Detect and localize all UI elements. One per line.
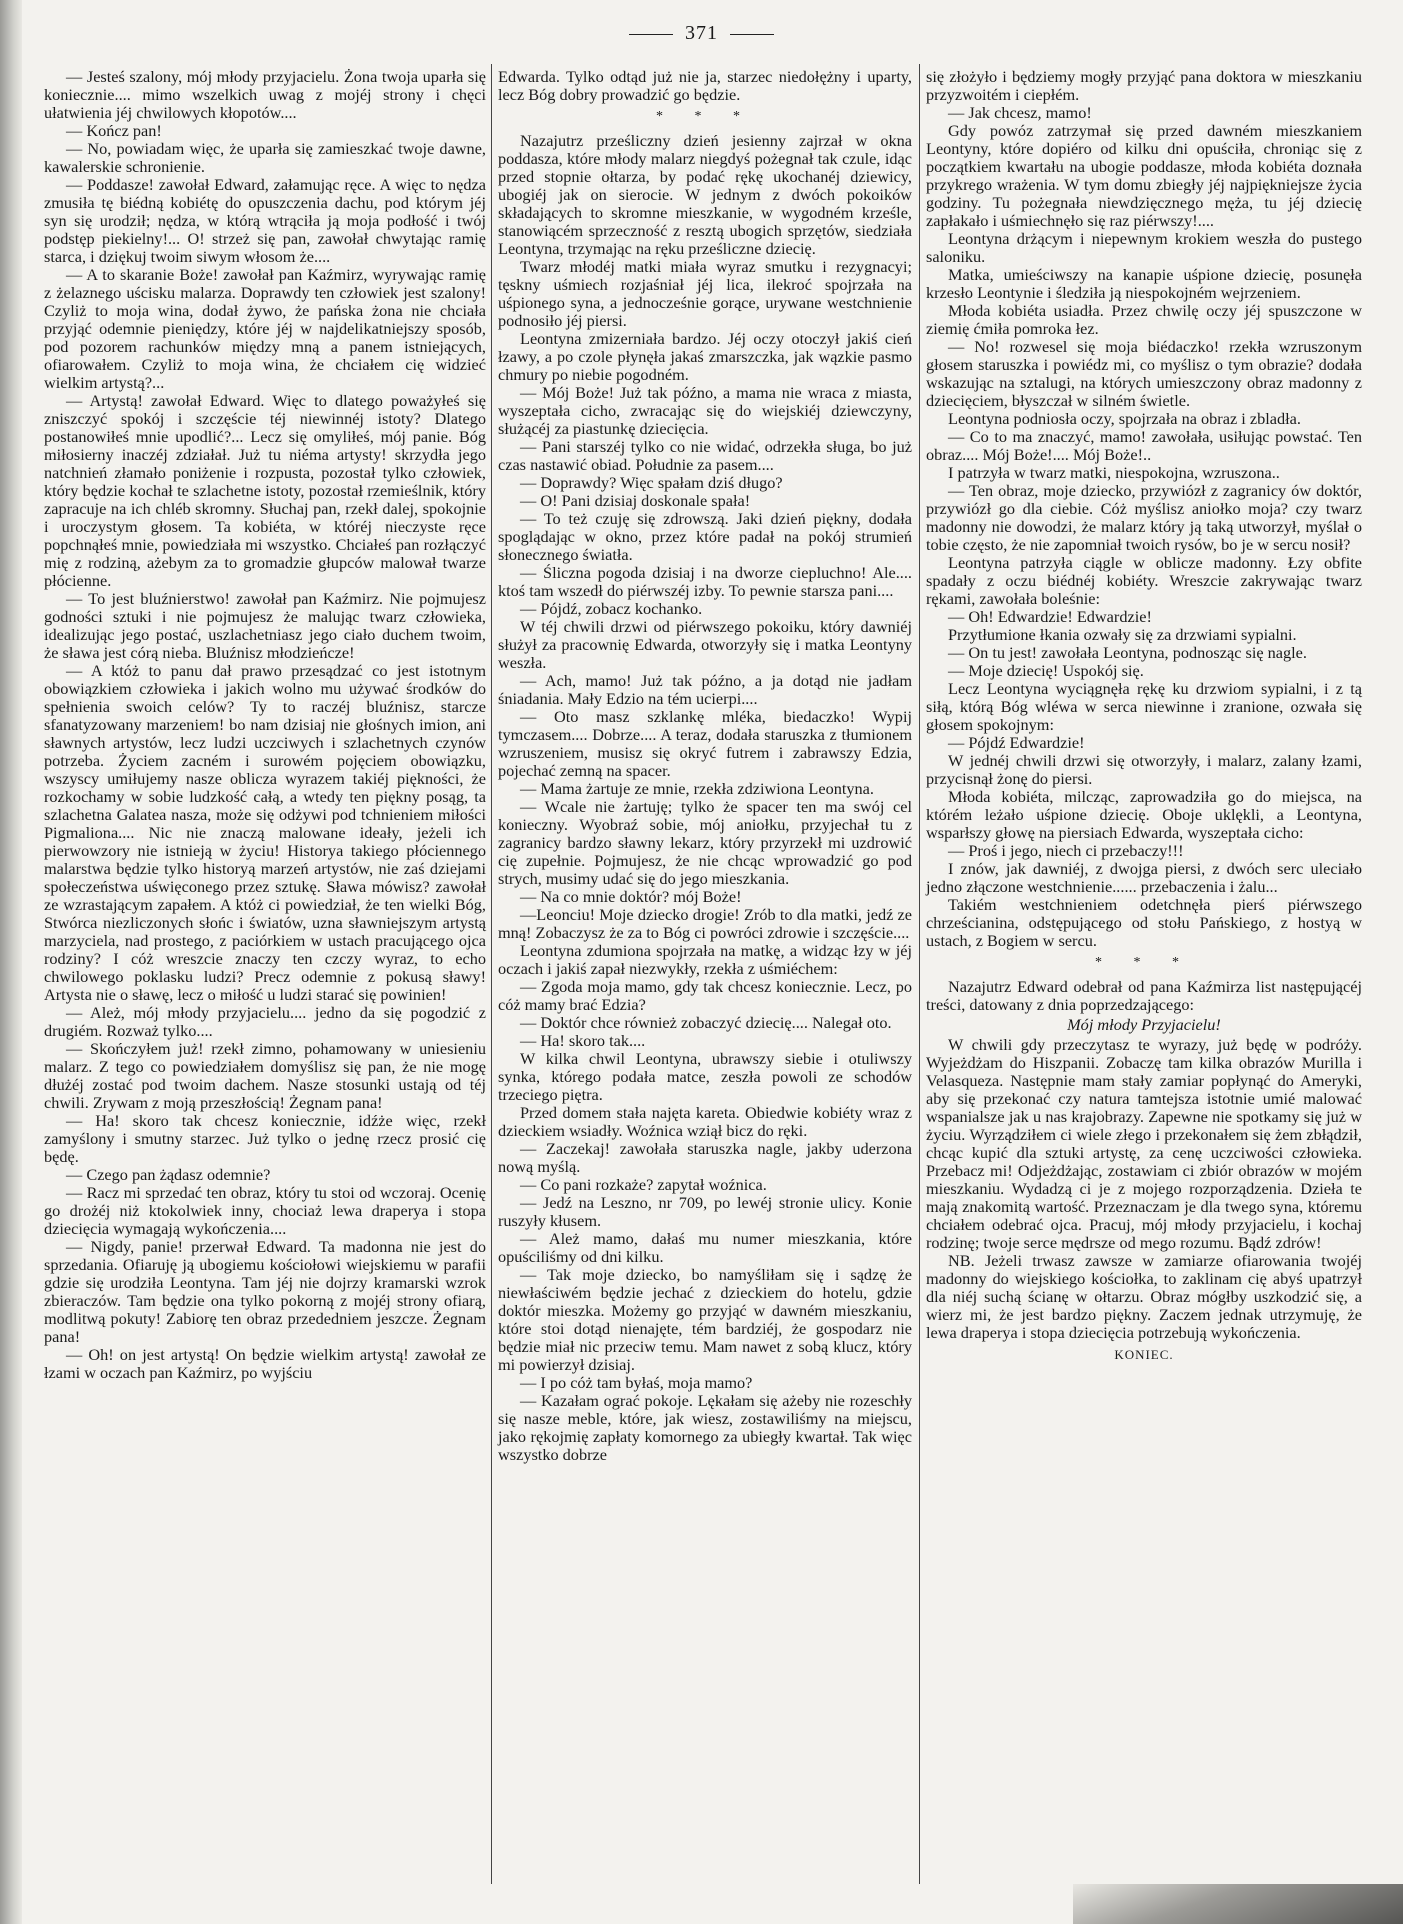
paragraph: — Doprawdy? Więc spałam dziś długo?: [520, 473, 783, 492]
paragraph: — Pani starszéj tylko co nie widać, odrzekła sługa, bo już czas nastawić obiad. Południe za pasem....: [498, 437, 912, 474]
paragraph: — Tak moje dziecko, bo namyśliłam się i sądzę że niewłaściwém będzie jechać z dzieckiem do hotelu, gdzie doktór mieszka. Możemy go przyjąć w dawném mieszkaniu, które stoi dotąd nienajęte, tém bardziéj, że gospodarz nie będzie miał nic przeciw temu. Mam nawet z sobą klucz, który mi powierzył dzisiaj.: [498, 1265, 912, 1374]
dash-right: [730, 34, 774, 35]
paragraph: — Ależ, mój młody przyjacielu.... jedno da się pogodzić z drugiém. Rozważ tylko....: [44, 1003, 486, 1040]
paragraph: — Pójdź Edwardzie!: [948, 733, 1085, 752]
text-column-3: [926, 68, 1362, 1364]
paragraph: — Racz mi sprzedać ten obraz, który tu stoi od wczoraj. Ocenię go drożéj niż ktokolwiek inny, chociaż lewa draperya i stopa dziecięcia wymagają wykończenia....: [44, 1183, 486, 1238]
dash-left: [629, 34, 673, 35]
paragraph: Leontyna zmizerniała bardzo. Jéj oczy otoczył jakiś cień łzawy, a po czole płynęła jakaś zmarszczka, jak wązkie pasmo chmury po niebie pogodném.: [498, 329, 912, 384]
paragraph: Leontyna zdumiona spojrzała na matkę, a widząc łzy w jéj oczach i jakiś zapał niezwykły, rzekła z uśmiéchem:: [498, 941, 912, 978]
paragraph: — Ten obraz, moje dziecko, przywiózł z zagranicy ów doktór, przywiózł go dla ciebie. Cóż myślisz aniołko moja? czy twarz madonny nie dowodzi, że malarz który ją taką utworzył, myślał o tobie często, że nie zapomniał twoich rysów, bo je w sercu nosił?: [926, 481, 1362, 554]
paragraph: I patrzyła w twarz matki, niespokojna, wzruszona..: [948, 463, 1280, 482]
paragraph: — Śliczna pogoda dzisiaj i na dworze ciepluchno! Ale.... ktoś tam wszedł do piérwszéj izby. To pewnie starsza pani....: [498, 563, 912, 600]
paragraph: — Na co mnie doktór? mój Boże!: [520, 887, 742, 906]
paragraph: Młoda kobiéta usiadła. Przez chwilę oczy jéj spuszczone w ziemię ćmiła pomroka łez.: [926, 301, 1362, 338]
paragraph: — Zaczekaj! zawołała staruszka nagle, jakby uderzona nową myślą.: [498, 1139, 912, 1176]
paragraph: — Mama żartuje ze mnie, rzekła zdziwiona Leontyna.: [520, 779, 874, 798]
paragraph: — Doktór chce również zobaczyć dziecię.... Nalegał oto.: [520, 1013, 892, 1032]
paragraph: — Jedź na Leszno, nr 709, po lewéj stronie ulicy. Konie ruszyły kłusem.: [498, 1193, 912, 1230]
paragraph: W jednéj chwili drzwi się otworzyły, i malarz, zalany łzami, przycisnął żonę do piersi.: [926, 751, 1362, 788]
paragraph: I znów, jak dawniéj, z dwojga piersi, z dwóch serc uleciało jedno złączone westchnienie...... przebaczenia i żalu...: [926, 859, 1362, 896]
paragraph: — On tu jest! zawołała Leontyna, podnosząc się nagle.: [948, 643, 1307, 662]
text-column-1: [44, 68, 486, 1382]
paragraph-continuation: Edwarda. Tylko odtąd już nie ja, starzec niedołężny i uparty, lecz Bóg dobry prowadzić go będzie.: [498, 67, 912, 104]
paragraph: — Artystą! zawołał Edward. Więc to dlatego poważyłeś się zniszczyć spokój i szczęście téj niewinnéj istoty? Dlatego postanowiłeś mnie upodlić?... Lecz się omyliłeś, mój panie. Bóg miłosierny inaczéj zdziałał. Już tu niéma artysty! skrzydła jego natchnień złamało poniżenie i rozpusta, pozostał tylko człowiek, który będzie kochał te szlachetne istoty, pozostał rzemieślnik, który zapracuje na ich chléb skromny. Słuchaj pan, rzekł dalej, spokojnie i uroczystym głosem. Ta kobiéta, w któréj nieczyste ręce popchnąłeś mnie, powiedziała mi wszystko. Chciałeś pan rozłączyć mię z rodziną, ażebym za to gromadzie głupców malował twarze płócienne.: [44, 391, 486, 590]
paragraph: — Skończyłem już! rzekł zimno, pohamowany w uniesieniu malarz. Z tego co powiedziałem domyślisz się pan, że nie mogę dłużéj zostać pod twoim dachem. Nasze stosunki ustają od téj chwili. Zrywam z moją przeszłością! Żegnam pana!: [44, 1039, 486, 1112]
paragraph: — Oto masz szklankę mléka, biedaczko! Wypij tymczasem.... Dobrze.... A teraz, dodała staruszka z tłumionem wzruszeniem, musisz się okryć futrem i zabrawszy Edzia, pojechać zemną na spacer.: [498, 707, 912, 780]
paragraph: — Oh! on jest artystą! On będzie wielkim artystą! zawołał ze łzami w oczach pan Kaźmirz, po wyjściu: [44, 1345, 486, 1382]
paragraph: Przed domem stała najęta kareta. Obiedwie kobiéty wraz z dzieckiem wsiadły. Woźnica wziął bicz do ręki.: [498, 1103, 912, 1140]
paragraph: — Ha! skoro tak chcesz koniecznie, idźże więc, rzekł zamyślony i smutny starzec. Już tylko o jednę rzecz prosić cię będę.: [44, 1111, 486, 1166]
paragraph: — Jesteś szalony, mój młody przyjacielu. Żona twoja uparła się koniecznie.... mimo wszelkich uwag z mojéj strony i chęci ułatwienia jéj chwilowych kłopotów....: [44, 67, 486, 122]
paragraph: Leontyna patrzyła ciągle w oblicze madonny. Łzy obfite spadały z oczu biédnéj kobiéty. Wreszcie zakrywając twarz rękami, zawołała boleśnie:: [926, 553, 1362, 608]
paragraph: Leontyna drżącym i niepewnym krokiem weszła do pustego saloniku.: [926, 229, 1362, 266]
paragraph: — Nigdy, panie! przerwał Edward. Ta madonna nie jest do sprzedania. Ofiaruję ją ubogiemu kościołowi wiejskiemu w parafii gdzie się urodziła Leontyna. Tam jéj nie dojrzy kramarski wzrok zbieraczów. Tam będzie ona tylko pokorną z mojéj strony ofiarą, modlitwą pokuty! Zabiorę ten obraz przededniem jeszcze. Żegnam pana!: [44, 1237, 486, 1346]
paragraph: — Wcale nie żartuję; tylko że spacer ten ma swój cel konieczny. Wyobraź sobie, mój aniołku, przyjechał tu z zagranicy bardzo sławny lekarz, który przyrzekł mi uzdrowić cię zupełnie. Pojmujesz, że nie chcąc wprowadzić go pod strych, musimy udać się do jego mieszkania.: [498, 797, 912, 888]
paragraph: — No, powiadam więc, że uparła się zamieszkać twoje dawne, kawalerskie schronienie.: [44, 139, 486, 176]
paragraph: — To jest bluźnierstwo! zawołał pan Kaźmirz. Nie pojmujesz godności sztuki i nie pojmujesz że malując twarz człowieka, idealizując jego postać, uszlachetniasz jego ciało duchem twoim, że sława jest córą nieba. Bluźnisz młodzieńcze!: [44, 589, 486, 662]
paragraph: Gdy powóz zatrzymał się przed dawném mieszkaniem Leontyny, które dopiéro od kilku dni opuściła, chroniąc się z początkiem kwartału na ubogie poddasze, młoda kobiéta doznała przykrego wrażenia. W tym domu zbiegły jéj najpiękniejsze życia godziny. Tu pożegnała niewdzięcznego męża, tu jéj dziecię zapłakało i uśmiechnęło się raz piérwszy!....: [926, 121, 1362, 230]
paragraph: — Co pani rozkaże? zapytał woźnica.: [520, 1175, 767, 1194]
paragraph: — Moje dziecię! Uspokój się.: [948, 661, 1144, 680]
text-column-2: [498, 68, 912, 1464]
paragraph: — Pójdź, zobacz kochanko.: [520, 599, 703, 618]
page-number-header: [0, 22, 1403, 45]
paragraph: — Ach, mamo! Już tak późno, a ja dotąd nie jadłam śniadania. Mały Edzio na tém ucierpi....: [498, 671, 912, 708]
paragraph: W téj chwili drzwi od piérwszego pokoiku, który dawniéj służył za pracownię Edwarda, otworzyły się i matka Leontyny weszła.: [498, 617, 912, 672]
paragraph: — O! Pani dzisiaj doskonale spała!: [520, 491, 751, 510]
section-separator: * * *: [1095, 955, 1193, 970]
paragraph: Matka, umieściwszy na kanapie uśpione dziecię, posunęła krzesło Leontynie i śledziła ją niespokojném wejrzeniem.: [926, 265, 1362, 302]
paragraph: NB. Jeżeli trwasz zawsze w zamiarze ofiarowania twojéj madonny do wiejskiego kościołka, to zaklinam cię abyś upatrzył dla niéj suchą ścianę w ołtarzu. Obraz mógłby uszkodzić się, a wierz mi, że jest bardzo piękny. Zaczem jednak utrzymuję, że lewa draperya i stopa dziecięcia potrzebują wykończenia.: [926, 1251, 1362, 1342]
paragraph: Twarz młodéj matki miała wyraz smutku i rezygnacyi; tęskny uśmiech rozjaśniał jéj lica, ilekroć spojrzała na uśpionego syna, a jednocześnie gorące, urywane westchnienie podnosiło jéj piersi.: [498, 257, 912, 330]
paragraph: — Kazałam ograć pokoje. Lękałam się ażeby nie rozeschły się nasze meble, które, jak wiesz, zostawiliśmy na miejscu, jako rękojmię zapłaty komornego za ubiegły kwartał. Tak więc wszystko dobrze: [498, 1391, 912, 1464]
paragraph: — Poddasze! zawołał Edward, załamując ręce. A więc to nędza zmusiła tę biédną kobiétę do opuszczenia dachu, pod którym jéj syn się urodził; nędza, w którą wtrąciła ją moja podłość i twój podstęp piekielny!... O! strzeż się pan, zawołał chwytając ramię starca, i dziękuj twoim siwym włosom że....: [44, 175, 486, 266]
paragraph: W chwili gdy przeczytasz te wyrazy, już będę w podróży. Wyjeżdżam do Hiszpanii. Zobaczę tam kilka obrazów Murilla i Velasqueza. Następnie mam stały zamiar popłynąć do Ameryki, aby się przekonać czy natura tamtejsza istotnie umié malować wspanialsze jak u nas krajobrazy. Zapewne nie spotkamy się już w życiu. Wyrządziłem ci wiele złego i przekonałem się żem zbłądził, chcąc kupić dla sztuki artystę, za cenę uczciwości człowieka. Przebacz mi! Odjeżdżając, zostawiam ci zbiór obrazów w mojém mieszkaniu. Wydadzą ci je z mojego rozporządzenia. Dzieła te mają znakomitą wartość. Przeznaczam je dla twego syna, któremu chciałem odebrać ojca. Pracuj, mój młody przyjacielu, i kochaj rodzinę; twoje serce mędrsze od mego rozumu. Bądź zdrów!: [926, 1035, 1362, 1252]
paragraph: — A to skaranie Boże! zawołał pan Kaźmirz, wyrywając ramię z żelaznego uścisku malarza. Doprawdy ten człowiek jest szalony! Czyliż to moja wina, dodał żywo, że pańska żona nie chciała przyjąć odemnie pieniędzy, które jéj w najdelikatniejszy sposób, pod pozorem rachunków między mną a panem istniejących, ofiarowałem. Czyliż to moja wina, że chciałem cię widzieć wielkim artystą?...: [44, 265, 486, 392]
paragraph: — Zgoda moja mamo, gdy tak chcesz koniecznie. Lecz, po cóż mamy brać Edzia?: [498, 977, 912, 1014]
paragraph: — Ależ mamo, dałaś mu numer mieszkania, które opuściliśmy od dni kilku.: [498, 1229, 912, 1266]
column-divider: [491, 64, 492, 1884]
paragraph: — No! rozwesel się moja biédaczko! rzekła wzruszonym głosem staruszka i powiédz mi, co myślisz o tym obrazie? dodała wskazując na sztalugi, na których umieszczony obraz madonny z dziecięciem, błyszczał w silném świetle.: [926, 337, 1362, 410]
paragraph: Przytłumione łkania ozwały się za drzwiami sypialni.: [948, 625, 1297, 644]
paragraph: — Kończ pan!: [66, 121, 162, 140]
paragraph: Lecz Leontyna wyciągnęła rękę ku drzwiom sypialni, i z tą siłą, którą Bóg wléwa w serca niewinne i zranione, ozwała się głosem spokojnym:: [926, 679, 1362, 734]
paragraph: — To też czuję się zdrowszą. Jaki dzień piękny, dodała spoglądając w okno, przez które padał na pokój strumień słonecznego światła.: [498, 509, 912, 564]
paragraph: — Oh! Edwardzie! Edwardzie!: [948, 607, 1152, 626]
paragraph: — Czego pan żądasz odemnie?: [66, 1165, 271, 1184]
paragraph: Nazajutrz prześliczny dzień jesienny zajrzał w okna poddasza, które młody malarz niegdyś pożegnał tak czule, idąc przed stopnie ołtarza, by podać rękę ukochanéj dziewicy, ubogiéj jak on sierocie. W jednym z dwóch pokoików składających to skromne mieszkanie, w wygodném krześle, stanowiącém sprzeczność z resztą ubogich sprzętów, siedziała Leontyna, trzymając na ręku prześliczne dziecię.: [498, 131, 912, 258]
paragraph: — Jak chcesz, mamo!: [948, 103, 1092, 122]
letter-salutation: Mój młody Przyjacielu!: [1067, 1015, 1221, 1034]
paragraph: Młoda kobiéta, milcząc, zaprowadziła go do miejsca, na którém leżało uśpione dziecię. Oboje uklękli, a Leontyna, wsparłszy głowę na piersiach Edwarda, wyszeptała cicho:: [926, 787, 1362, 842]
paragraph: — Ha! skoro tak....: [520, 1031, 646, 1050]
scan-artifact: [1073, 1884, 1403, 1924]
paragraph: — Mój Boże! Już tak późno, a mama nie wraca z miasta, wyszeptała cicho, zwracając się do wiejskiéj dziewczyny, służącéj za piastunkę dziecięcia.: [498, 383, 912, 438]
paragraph: W kilka chwil Leontyna, ubrawszy siebie i otuliwszy synka, którego podała matce, zeszła powoli ze schodów trzeciego piętra.: [498, 1049, 912, 1104]
paragraph: Leontyna podniosła oczy, spojrzała na obraz i zbladła.: [948, 409, 1301, 428]
adjacent-page-edge: [0, 0, 22, 1924]
paragraph: Takiém westchnieniem odetchnęła pierś piérwszego chrześcianina, odstępującego od stołu Pańskiego, z hostyą w ustach, z Bogiem w sercu.: [926, 895, 1362, 950]
page-number: 371: [685, 22, 718, 44]
paragraph: —Leonciu! Moje dziecko drogie! Zrób to dla matki, jedź ze mną! Zobaczysz że za to Bóg ci powróci zdrowie i szczęście....: [498, 905, 912, 942]
paragraph: — Proś i jego, niech ci przebaczy!!!: [948, 841, 1184, 860]
paragraph-continuation: się złożyło i będziemy mogły przyjąć pana doktora w mieszkaniu przyzwoitém i ciepłém.: [926, 67, 1362, 104]
end-mark: KONIEC.: [1114, 1347, 1174, 1362]
paragraph: — A któż to panu dał prawo przesądzać co jest istotnym obowiązkiem człowieka i jakich wolno mu używać środków do spełnienia swoich celów? Ty to raczéj bluźnisz, starcze sfanatyzowany marzeniem! bo nam dzisiaj nie głośnych imion, ani sławnych artystów, lecz ludzi uczciwych i szlachetnych czynów potrzeba. Życiem zacném i surowém pojęciem obowiązku, wszyscy umiłujemy nasze oblicza wyrazem takiéj piękności, że rozkochamy w sobie ludzkość całą, a wtedy ten piękny posąg, ta szlachetna Galatea nasza, może się odżywi pod tchnieniem miłości Pigmaliona.... Nic nie znaczą malowane ideały, jeżeli ich pierwowzory nie istnieją w życiu! Historya takiego płóciennego malarstwa będzie tylko historyą marzeń artystów, nie zaś dziejami społeczeństwa uświęconego przez sztukę. Sława mówisz? zawołał ze wzrastającym zapałem. A któż ci powiedział, że ten wielki Bóg, Stwórca niezliczonych słońc i światów, uzna sławniejszym artystą marzyciela, nad prostego, z paciórkiem w ustach pracującego ojca rodziny? I cóż wreszcie znaczy ten czczy wyraz, to echo chwilowego poklasku ludzi? Precz odemnie z pokusą sławy! Artysta nie o sławę, lecz o miłość u ludzi starać się powinien!: [44, 661, 486, 1004]
paragraph: Nazajutrz Edward odebrał od pana Kaźmirza list następującéj treści, datowany z dnia poprzedzającego:: [926, 977, 1362, 1014]
section-separator: * * *: [656, 109, 754, 124]
paragraph: — Co to ma znaczyć, mamo! zawołała, usiłując powstać. Ten obraz.... Mój Boże!.... Mój Boże!..: [926, 427, 1362, 464]
paragraph: — I po cóż tam byłaś, moja mamo?: [520, 1373, 753, 1392]
column-divider: [919, 64, 920, 1884]
